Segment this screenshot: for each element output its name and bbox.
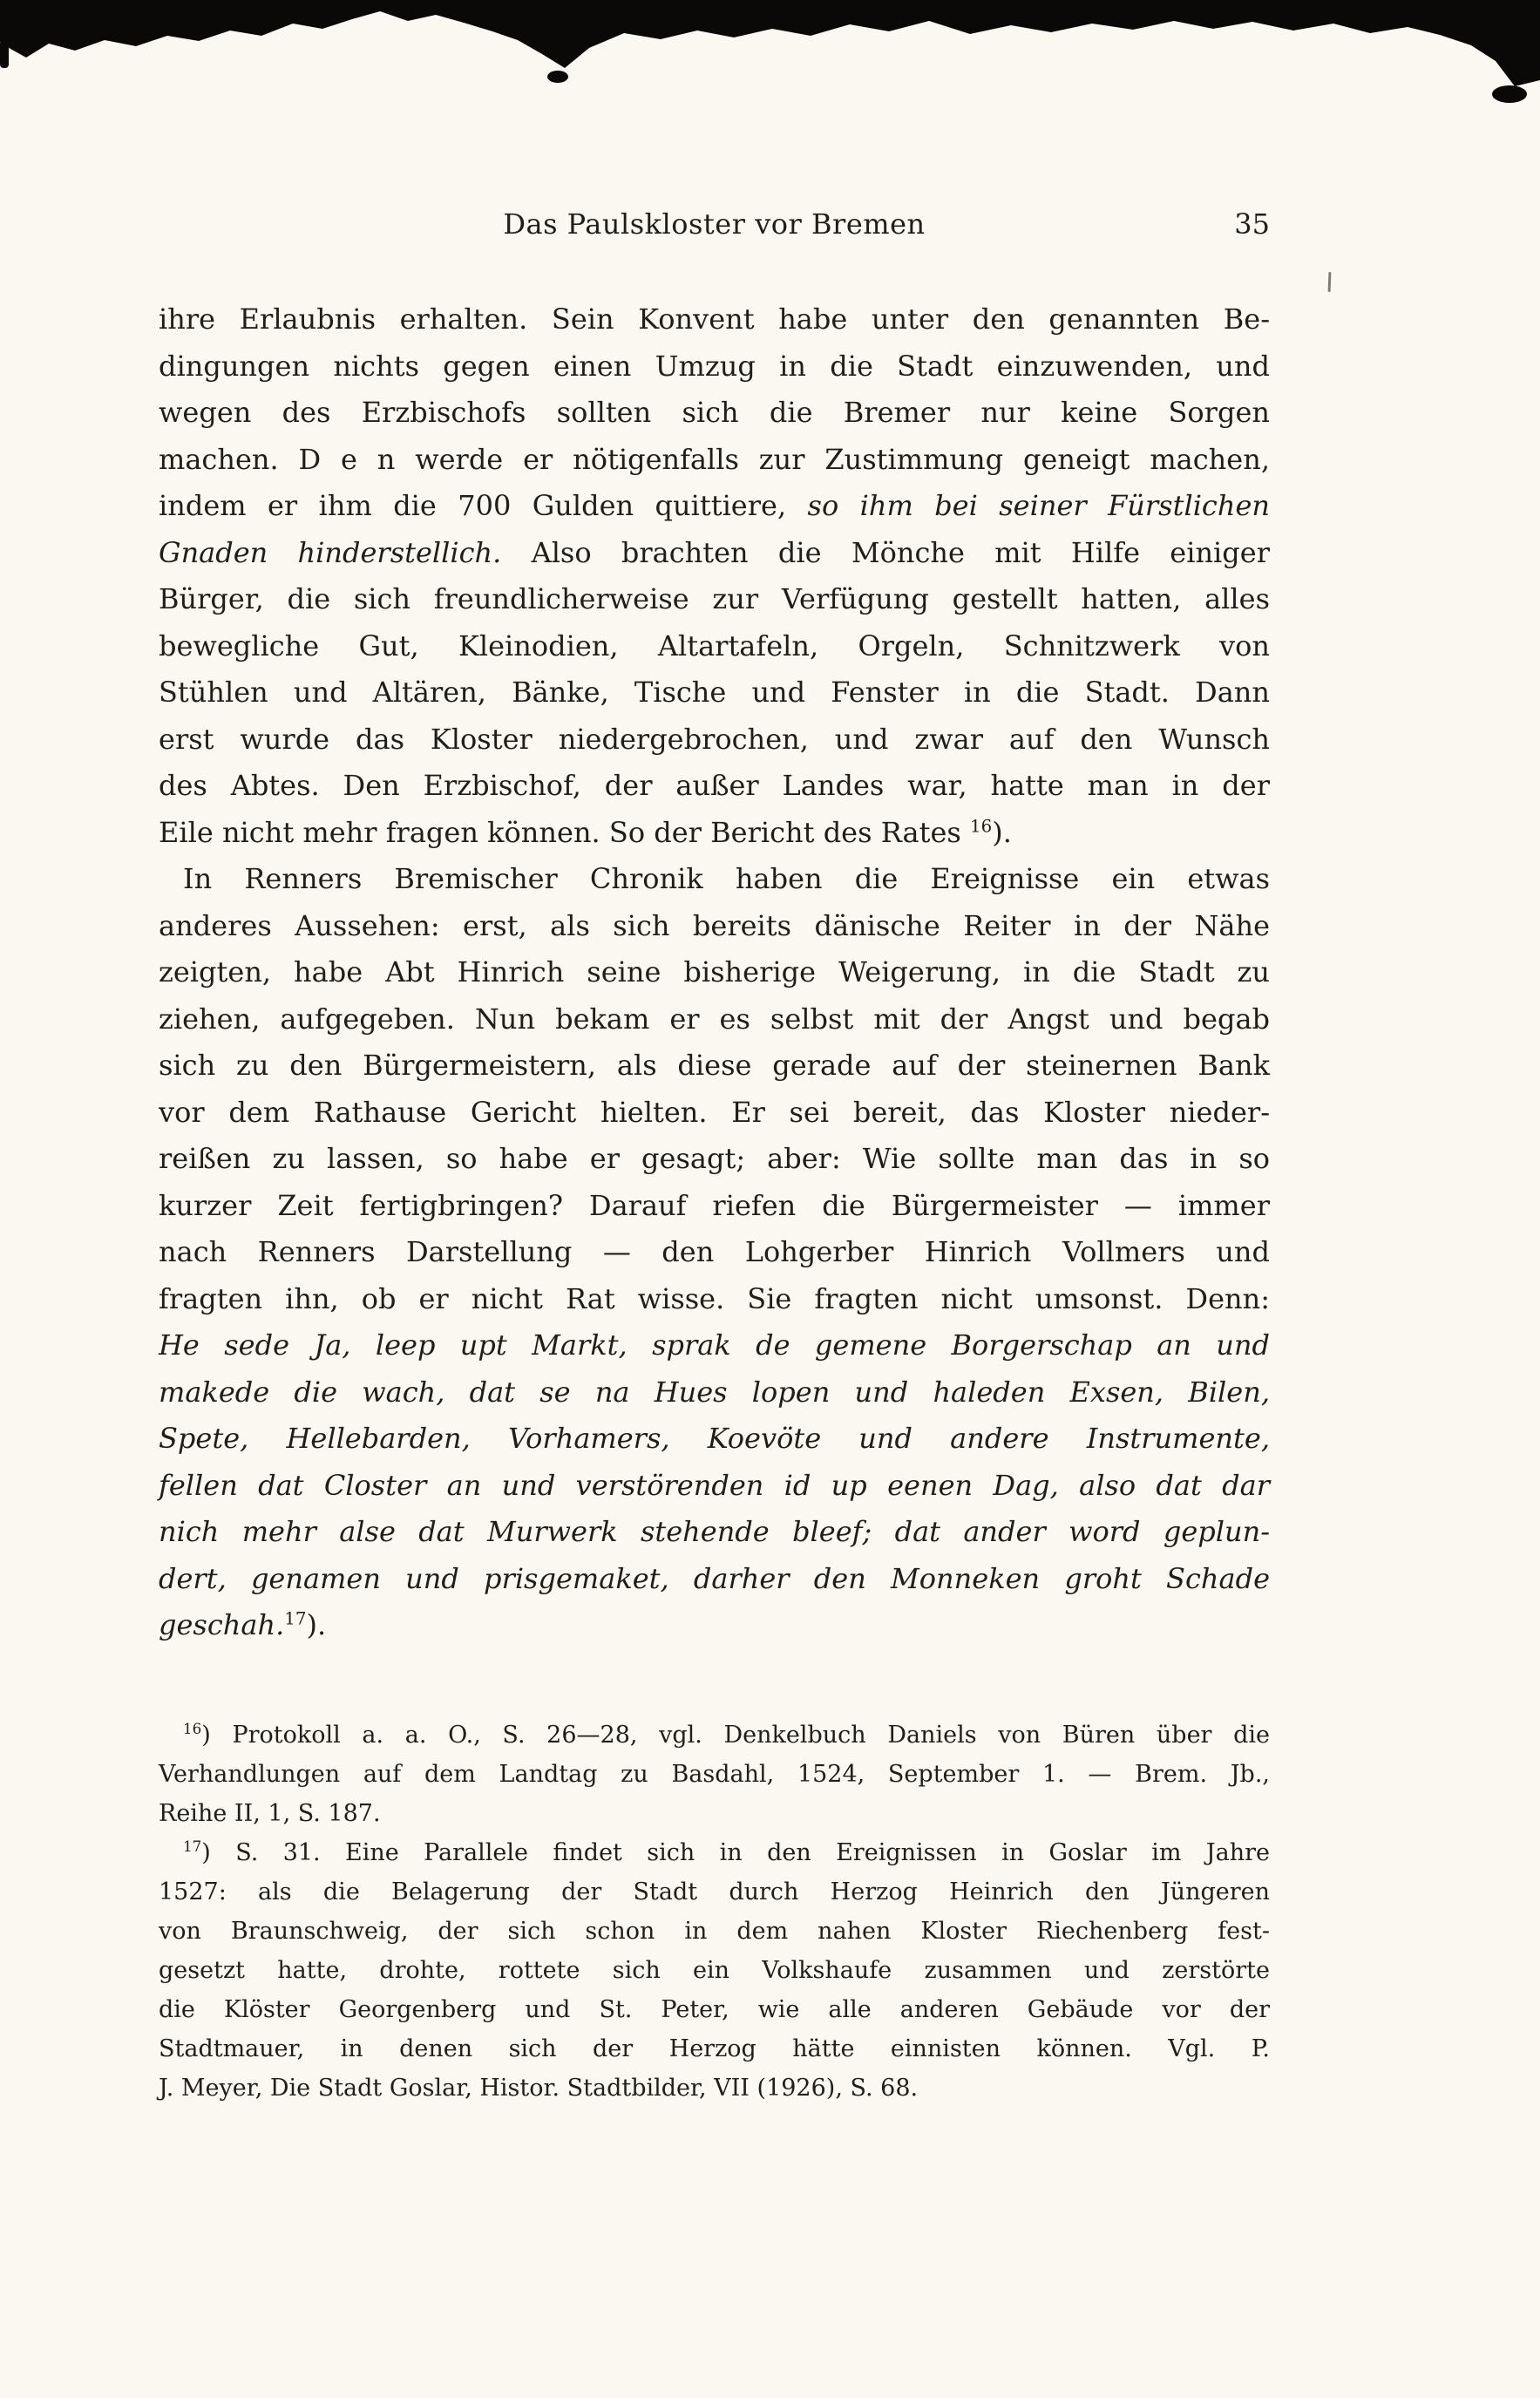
text-line bbox=[159, 1043, 1270, 1090]
text-segment: des Abtes. Den Erzbischof, der außer Landes war, hatte man in der bbox=[159, 769, 1270, 802]
scan-artifact-top bbox=[0, 0, 1540, 113]
footnote bbox=[159, 1833, 1270, 2108]
text-line bbox=[159, 1715, 1270, 1755]
text-segment: fellen dat Closter an und verstörenden id up eenen Dag, also dat dar bbox=[159, 1468, 1270, 1502]
body-text bbox=[159, 296, 1270, 1649]
text-segment: makede die wach, dat se na Hues lopen und haleden Exsen, Bilen, bbox=[159, 1375, 1270, 1409]
text-line bbox=[159, 1872, 1270, 1912]
text-line bbox=[159, 1183, 1270, 1230]
text-segment: Stühlen und Altären, Bänke, Tische und Fenster in die Stadt. Dann bbox=[159, 676, 1270, 709]
footnote-marker: 16 bbox=[183, 1720, 202, 1737]
text-line bbox=[159, 717, 1270, 764]
text-line bbox=[159, 903, 1270, 950]
paragraph bbox=[159, 296, 1270, 856]
text-segment: ). bbox=[992, 815, 1012, 849]
page-number: 35 bbox=[1234, 207, 1270, 241]
text-segment: ihre Erlaubnis erhalten. Sein Konvent habe unter den genannten Be- bbox=[159, 302, 1270, 336]
text-segment: von Braunschweig, der sich schon in dem nahen Kloster Riechenberg fest- bbox=[159, 1918, 1270, 1945]
text-segment: fragten ihn, ob er nicht Rat wisse. Sie fragten nicht umsonst. Denn: bbox=[159, 1281, 1270, 1315]
paragraph bbox=[159, 856, 1270, 1649]
text-segment: reißen zu lassen, so habe er gesagt; aber: Wie sollte man das in so bbox=[159, 1142, 1270, 1175]
text-line bbox=[159, 437, 1270, 484]
text-line bbox=[159, 2069, 1270, 2108]
text-segment: ) Protokoll a. a. O., S. 26—28, vgl. Denkelbuch Daniels von Büren über die bbox=[201, 1722, 1270, 1749]
text-line bbox=[159, 1229, 1270, 1276]
text-line bbox=[159, 1556, 1270, 1603]
text-line bbox=[159, 1602, 1270, 1649]
text-line bbox=[159, 1951, 1270, 1990]
text-line bbox=[159, 1833, 1270, 1872]
running-title: Das Paulskloster vor Bremen bbox=[503, 207, 926, 241]
text-line bbox=[159, 1755, 1270, 1794]
text-segment: so ihm bei seiner Fürstlichen bbox=[807, 489, 1271, 522]
footnote bbox=[159, 1715, 1270, 1833]
footnote-marker: 17 bbox=[284, 1608, 307, 1629]
text-line bbox=[159, 1136, 1270, 1183]
text-segment: nach Renners Darstellung — den Lohgerber Hinrich Vollmers und bbox=[159, 1235, 1270, 1268]
text-segment: gesetzt hatte, drohte, rottete sich ein Volkshaufe zusammen und zerstörte bbox=[159, 1957, 1270, 1984]
text-segment: zeigten, habe Abt Hinrich seine bisherige Weigerung, in die Stadt zu bbox=[159, 955, 1270, 988]
text-line bbox=[159, 2029, 1270, 2069]
text-line bbox=[159, 669, 1270, 717]
text-segment: wegen des Erzbischofs sollten sich die Bremer nur keine Sorgen bbox=[159, 396, 1270, 429]
text-segment: Eile nicht mehr fragen können. So der Bericht des Rates bbox=[159, 815, 970, 849]
text-segment: Verhandlungen auf dem Landtag zu Basdahl, 1524, September 1. — Brem. Jb., bbox=[159, 1761, 1270, 1788]
text-segment: nich mehr alse dat Murwerk stehende bleef; dat ander word geplun- bbox=[159, 1515, 1270, 1548]
scan-artifact-right-margin bbox=[1328, 272, 1332, 292]
text-segment: bewegliche Gut, Kleinodien, Altartafeln, Orgeln, Schnitzwerk von bbox=[159, 628, 1270, 662]
text-segment: dingungen nichts gegen einen Umzug in die Stadt einzuwenden, und bbox=[159, 349, 1270, 383]
text-line bbox=[159, 1322, 1270, 1369]
text-segment: anderes Aussehen: erst, als sich bereits dänische Reiter in der Nähe bbox=[159, 908, 1270, 942]
text-line bbox=[159, 343, 1270, 391]
text-line bbox=[159, 1509, 1270, 1556]
text-segment: geschah. bbox=[159, 1608, 285, 1641]
text-line bbox=[159, 856, 1270, 903]
text-segment: Also brachten die Mönche mit Hilfe einiger bbox=[501, 535, 1270, 569]
text-segment: sich zu den Bürgermeistern, als diese gerade auf der steinernen Bank bbox=[159, 1049, 1270, 1082]
text-segment: Spete, Hellebarden, Vorhamers, Koevöte und andere Instrumente, bbox=[159, 1422, 1270, 1455]
footnotes bbox=[159, 1715, 1270, 2108]
text-line bbox=[159, 1276, 1270, 1323]
text-segment: Gnaden hinderstellich. bbox=[159, 535, 502, 569]
text-segment: indem er ihm die 700 Gulden quittiere, bbox=[159, 489, 808, 522]
text-line bbox=[159, 810, 1270, 857]
text-segment: He sede Ja, leep upt Markt, sprak de gemene Borgerschap an und bbox=[159, 1328, 1270, 1362]
text-line bbox=[159, 763, 1270, 810]
text-line bbox=[159, 576, 1270, 623]
text-segment: kurzer Zeit fertigbringen? Darauf riefen die Bürgermeister — immer bbox=[159, 1188, 1270, 1222]
text-segment: vor dem Rathause Gericht hielten. Er sei bereit, das Kloster nieder- bbox=[159, 1095, 1270, 1129]
text-segment: Bürger, die sich freundlicherweise zur Verfügung gestellt hatten, alles bbox=[159, 582, 1270, 615]
text-segment: erst wurde das Kloster niedergebrochen, und zwar auf den Wunsch bbox=[159, 722, 1270, 756]
text-segment: In Renners Bremischer Chronik haben die Ereignisse ein etwas bbox=[183, 862, 1270, 895]
text-segment: Reihe II, 1, S. 187. bbox=[159, 1800, 381, 1827]
text-segment: die Klöster Georgenberg und St. Peter, wie alle anderen Gebäude vor der bbox=[159, 1996, 1270, 2023]
text-segment: J. Meyer, Die Stadt Goslar, Histor. Stadtbilder, VII (1926), S. 68. bbox=[159, 2075, 919, 2102]
text-segment: 1527: als die Belagerung der Stadt durch Herzog Heinrich den Jüngeren bbox=[159, 1878, 1270, 1905]
text-line bbox=[159, 623, 1270, 670]
text-segment: dert, genamen und prisgemaket, darher den Monneken groht Schade bbox=[159, 1561, 1270, 1595]
text-segment: ziehen, aufgegeben. Nun bekam er es selbst mit der Angst und begab bbox=[159, 1002, 1270, 1036]
text-segment: machen. D e n werde er nötigenfalls zur Zustimmung geneigt machen, bbox=[159, 442, 1270, 476]
text-line bbox=[159, 296, 1270, 343]
text-segment: ) S. 31. Eine Parallele findet sich in den Ereignissen in Goslar im Jahre bbox=[201, 1839, 1270, 1866]
page-header bbox=[159, 207, 1270, 246]
text-line bbox=[159, 1794, 1270, 1833]
text-line bbox=[159, 530, 1270, 577]
text-line bbox=[159, 483, 1270, 530]
text-line bbox=[159, 1990, 1270, 2029]
footnote-marker: 17 bbox=[183, 1838, 202, 1855]
text-segment: ). bbox=[306, 1608, 327, 1641]
text-line bbox=[159, 949, 1270, 996]
text-line bbox=[159, 996, 1270, 1043]
text-line bbox=[159, 390, 1270, 437]
text-line bbox=[159, 1416, 1270, 1463]
text-line bbox=[159, 1463, 1270, 1510]
text-line bbox=[159, 1090, 1270, 1137]
text-segment: Stadtmauer, in denen sich der Herzog hätte einnisten können. Vgl. P. bbox=[159, 2035, 1270, 2062]
footnote-marker: 16 bbox=[970, 815, 993, 836]
text-line bbox=[159, 1912, 1270, 1951]
text-line bbox=[159, 1369, 1270, 1416]
